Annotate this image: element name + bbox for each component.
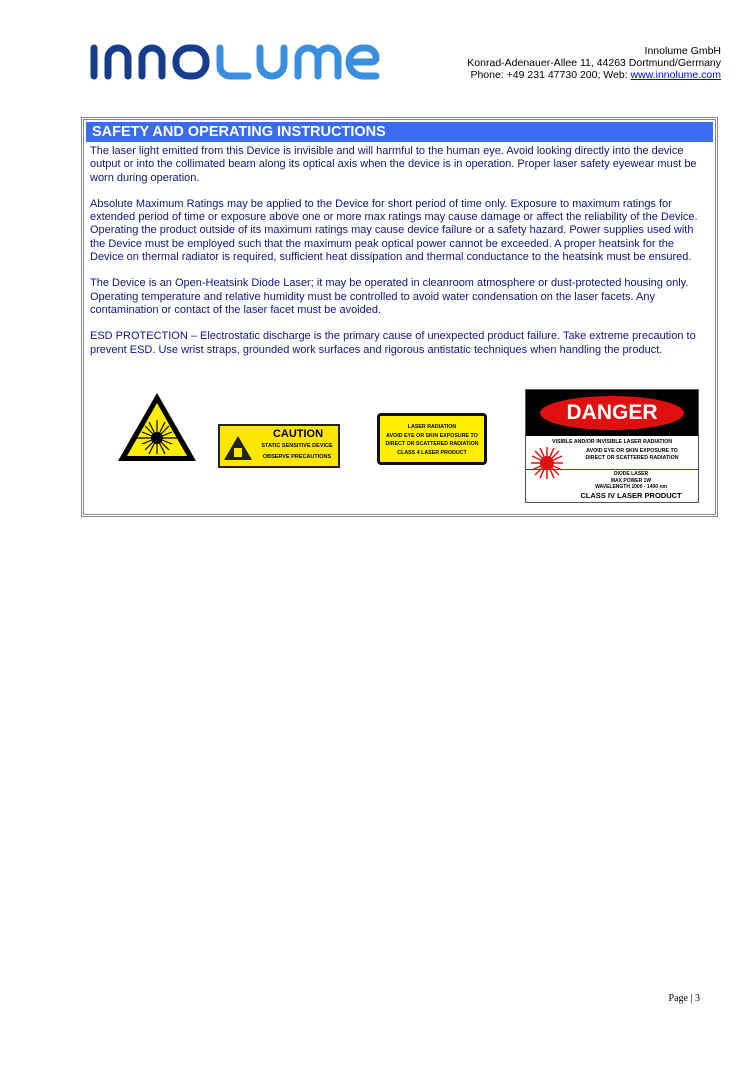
paragraph-esd: ESD PROTECTION – Electrostatic discharge is the primary cause of unexpected product failure. Take extreme precaution to prevent ESD. Use wrist straps, grounded work surfaces and rigorous antistatic techniques when handling the product. [90, 330, 696, 356]
innolume-logo [88, 40, 383, 82]
danger-line5: MAX POWER 1W [610, 477, 652, 484]
caution-title: CAUTION [272, 428, 324, 440]
danger-line6: WAVELENGTH 1000 - 1400 nm [595, 484, 667, 490]
danger-line1: VISIBLE AND/OR INVISIBLE LASER RADIATION [551, 439, 673, 445]
danger-title: DANGER [540, 396, 684, 430]
laser-warning-triangle-icon [115, 390, 199, 464]
laser-radiation-sign [377, 413, 487, 465]
laser-line2: AVOID EYE OR SKIN EXPOSURE TO [386, 432, 478, 439]
company-name: Innolume GmbH [644, 45, 721, 57]
safety-section [81, 117, 718, 517]
danger-line4: DIODE LASER [613, 471, 649, 477]
company-phone: Phone: +49 231 47730 200; Web: [470, 69, 631, 81]
section-title: SAFETY AND OPERATING INSTRUCTIONS [86, 122, 713, 142]
website-link[interactable]: www.innolume.com [630, 69, 721, 81]
company-info [467, 45, 721, 81]
laser-starburst-icon [531, 447, 563, 479]
paragraph-max-ratings: Absolute Maximum Ratings may be applied to the Device for short period of time only. Exposure to maximum ratings for extended period of time or exposure above one or more max ratings may cause damage or affect the reliability of the Device. [90, 197, 698, 224]
laser-line4: CLASS 4 LASER PRODUCT [397, 449, 467, 456]
caution-line1: STATIC SENSITIVE DEVICE [261, 443, 333, 449]
danger-sign [525, 389, 699, 503]
caution-line2: OBSERVE PRECAUTIONS [262, 454, 332, 460]
danger-line3: DIRECT OR SCATTERED RADIATION [585, 455, 679, 461]
esd-hand-icon [224, 436, 252, 460]
esd-caution-sign [218, 424, 340, 468]
laser-line3: DIRECT OR SCATTERED RADIATION [385, 441, 479, 447]
danger-line7: CLASS IV LASER PRODUCT [580, 490, 682, 500]
paragraph-open-heatsink: The Device is an Open-Heatsink Diode Laser; it may be operated in cleanroom atmosphere or dust-protected housing only. Operating temperature and relative humidity must be controlled to avoid water condensation on the laser facets. Any contamination or contact of the laser facet must be avoided. [90, 277, 689, 316]
danger-line2: AVOID EYE OR SKIN EXPOSURE TO [586, 448, 678, 454]
company-address: Konrad-Adenauer-Allee 11, 44263 Dortmund/Germany [467, 57, 721, 69]
paragraph-laser-light: The laser light emitted from this Device is invisible and will harmful to the human eye. Avoid looking directly into the device output or into the collimated beam along its optical axis when the device is in operation. Proper laser safety eyewear must be worn during operation. [90, 145, 697, 184]
paragraph-operating: Operating the product outside of its maximum ratings may cause device failure or a safety hazard. Power supplies used with the Device must be employed such that the maximum peak optical power cannot be exceeded. A proper heatsink for the Device on thermal radiator is required, sufficient heat dissipation and thermal conductance to the heatsink must be ensured. [90, 224, 694, 264]
laser-line1: LASER RADIATION [407, 424, 457, 430]
page-number: Page | 3 [668, 993, 700, 1004]
